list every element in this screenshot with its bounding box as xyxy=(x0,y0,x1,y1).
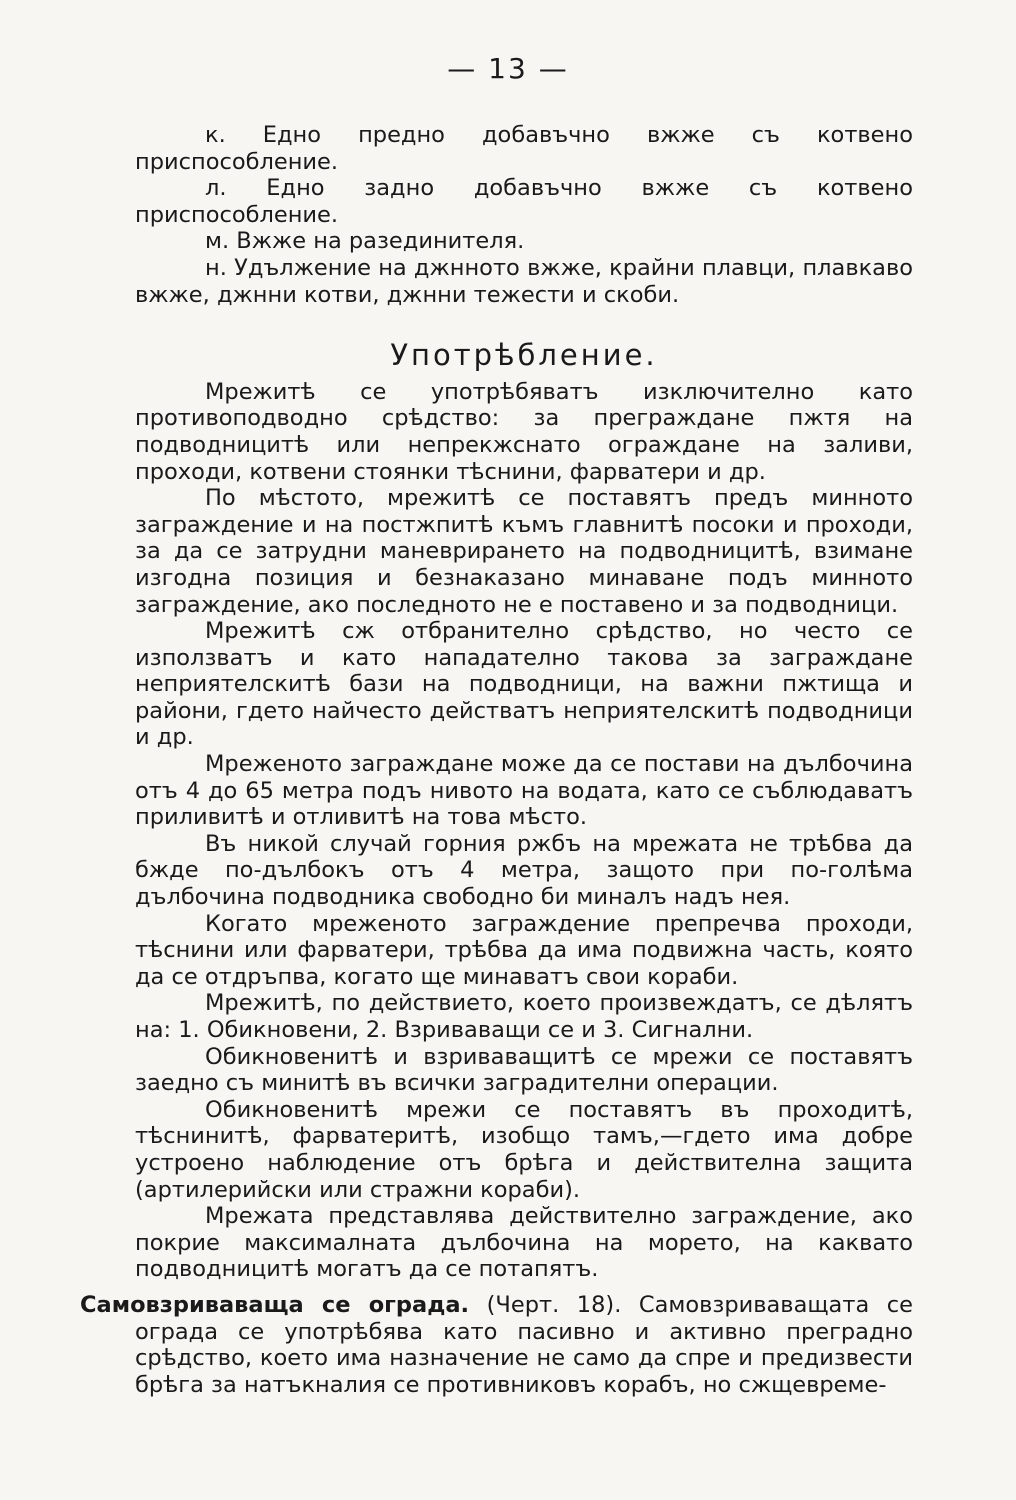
paragraph: Когато мреженото заграждение препречва проходи, тѣснини или фарватери, трѣбва да има подвижна часть, която да се отдръпва, когато ще минаватъ свои кораби. xyxy=(135,910,913,990)
list-item: м. Вжже на разединителя. xyxy=(205,228,525,255)
paragraph: Мрежитѣ се употрѣбяватъ изключително като противоподводно срѣдство: за преграждане пжтя на подводницитѣ или непрекжснато ограждане на заливи, проходи, котвени стоянки тѣснини, фарватери и др. xyxy=(135,378,913,485)
paragraph: Мрежитѣ, по действието, което произвеждатъ, се дѣлятъ на: 1. Обикновени, 2. Взриваващи се и 3. Сигнални. xyxy=(135,990,913,1043)
main-text xyxy=(135,122,913,1283)
paragraph: Обикновенитѣ мрежи се поставятъ въ проходитѣ, тѣснинитѣ, фарватеритѣ, изобщо тамъ,—гдето има добре устроено наблюдение отъ брѣга и действителна защита (артилерийски или стражни кораби). xyxy=(135,1096,913,1203)
page-number: — 13 — xyxy=(447,52,569,85)
paragraph: Мрежитѣ сж отбранително срѣдство, но често се използватъ и като нападателно такова за заграждане неприятелскитѣ бази на подводници, на важни пжтища и райони, гдето найчесто действатъ неприятелскитѣ подводници и др. xyxy=(135,618,913,751)
section-heading: Употрѣбление. xyxy=(390,338,658,373)
paragraph: Обикновенитѣ и взриваващитѣ се мрежи се поставятъ заедно съ минитѣ въ всички заградителни операции. xyxy=(135,1043,913,1097)
paragraph xyxy=(80,1292,913,1398)
paragraph: По мѣстото, мрежитѣ се поставятъ предъ минното заграждение и на постжпитѣ къмъ главнитѣ посоки и проходи, за да се затрудни маневрирането на подводницитѣ, взимане изгодна позиция и безнаказано минаване подъ минното заграждение, ако последното не е поставено и за подводници. xyxy=(135,485,913,618)
section-text: (Черт. 18). Самовзриваващата се ограда се употрѣбява като пасивно и активно преградно срѣдство, което има назначение не само да спре и предизвести брѣга за натъкналия се противниковъ корабъ, но сжщевреме- xyxy=(135,1292,913,1398)
list-item: к. Едно предно добавъчно вжже съ котвено приспособление. xyxy=(135,122,913,175)
list-item: л. Едно задно добавъчно вжже съ котвено приспособление. xyxy=(135,175,913,228)
list-item: н. Удължение на джнното вжже, крайни плавци, плавкаво вжже, джнни котви, джнни тежести и скоби. xyxy=(135,254,913,308)
paragraph: Мрежата представлява действително заграждение, ако покрие максималната дълбочина на морето, на каквато подводницитѣ могатъ да се потапятъ. xyxy=(135,1203,913,1283)
paragraph: Въ никой случай горния ржбъ на мрежата не трѣбва да бжде по-дълбокъ отъ 4 метра, защото при по-голѣма дълбочина подводника свободно би миналъ надъ нея. xyxy=(135,830,913,911)
paragraph: Мреженото заграждане може да се постави на дълбочина отъ 4 до 65 метра подъ нивото на водата, като се съблюдаватъ приливитѣ и отливитѣ на това мѣсто. xyxy=(135,751,913,831)
section-self-exploding-barrier xyxy=(80,1292,913,1398)
section-title: Самовзриваваща се ограда. xyxy=(80,1292,470,1318)
